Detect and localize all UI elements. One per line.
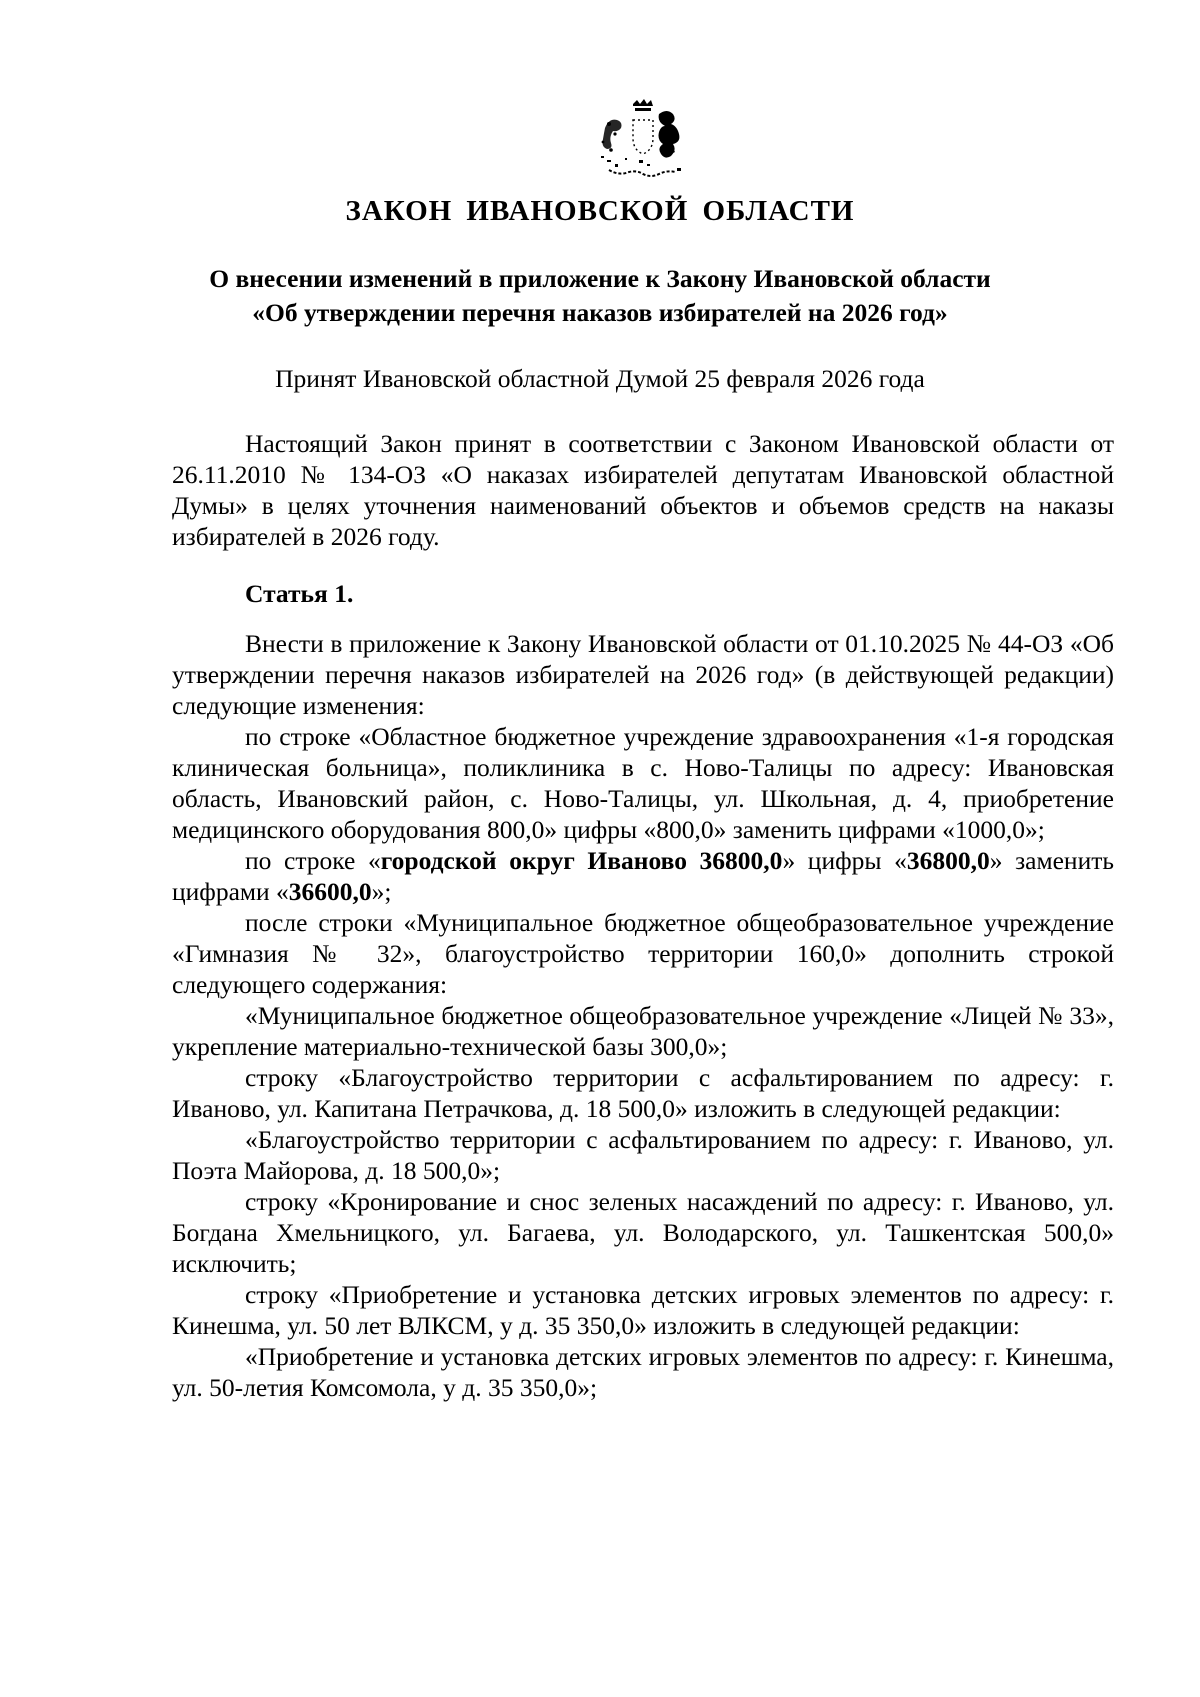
- item2-text-3: » заменить цифрами «: [172, 846, 1114, 906]
- item2-bold-2: 36800,0: [906, 846, 990, 875]
- item2-text-1: по строке «: [245, 846, 381, 875]
- amendment-item-6: строку «Приобретение и установка детских игровых элементов по адресу: г. Кинешма, ул. 50 лет ВЛКСМ, у д. 35 350,0» изложить в следующей редакции:: [172, 1280, 1114, 1340]
- amendment-item-4: строку «Благоустройство территории с асфальтированием по адресу: г. Иваново, ул. Капитана Петрачкова, д. 18 500,0» изложить в следующей редакции:: [172, 1063, 1114, 1123]
- preamble: [172, 428, 1114, 552]
- amendment-item-3: после строки «Муниципальное бюджетное общеобразовательное учреждение «Гимназия № 32», благоустройство территории 160,0» дополнить строкой следующего содержания:: [172, 908, 1114, 999]
- article-body: [172, 628, 1114, 1403]
- coat-of-arms-icon: [595, 98, 691, 184]
- amendment-item-4-new-text: «Благоустройство территории с асфальтированием по адресу: г. Иваново, ул. Поэта Майорова, д. 18 500,0»;: [172, 1125, 1114, 1185]
- law-title: ЗАКОН ИВАНОВСКОЙ ОБЛАСТИ: [345, 195, 855, 227]
- amendment-item-1: по строке «Областное бюджетное учреждение здравоохранения «1-я городская клиническая больница», поликлиника в с. Ново-Талицы по адресу: Ивановская область, Ивановский район, с. Ново-Талицы, ул. Школьная, д. 4, приобретение медицинского оборудования 800,0» цифры «800,0» заменить цифрами «1000,0»;: [172, 722, 1114, 844]
- article-heading: Статья 1.: [245, 579, 354, 608]
- amendment-item-6-new-text: «Приобретение и установка детских игровых элементов по адресу: г. Кинешма, ул. 50-летия Комсомола, у д. 35 350,0»;: [172, 1342, 1114, 1402]
- article-lead-paragraph: Внести в приложение к Закону Ивановской области от 01.10.2025 № 44-ОЗ «Об утверждении перечня наказов избирателей на 2026 год» (в действующей редакции) следующие изменения:: [172, 629, 1114, 720]
- law-subtitle: [150, 262, 1050, 330]
- amendment-item-3-new-text: «Муниципальное бюджетное общеобразовательное учреждение «Лицей № 33», укрепление материально-технической базы 300,0»;: [172, 1001, 1114, 1061]
- item2-bold-3: 36600,0: [288, 877, 372, 906]
- item2-text-4: »;: [371, 877, 392, 906]
- amendment-item-2: [172, 845, 1114, 907]
- preamble-paragraph: Настоящий Закон принят в соответствии с Законом Ивановской области от 26.11.2010 № 134-ОЗ «О наказах избирателей депутатам Ивановской областной Думы» в целях уточнения наименований объектов и объемов средств на наказы избирателей в 2026 году.: [172, 429, 1114, 551]
- amendment-item-5: строку «Кронирование и снос зеленых насаждений по адресу: г. Иваново, ул. Богдана Хмельницкого, ул. Багаева, ул. Володарского, ул. Ташкентская 500,0» исключить;: [172, 1187, 1114, 1278]
- item2-text-2: » цифры «: [782, 846, 907, 875]
- item2-bold-1: городской округ Иваново 36800,0: [380, 846, 783, 875]
- law-subtitle-line2: «Об утверждении перечня наказов избирателей на 2026 год»: [252, 298, 948, 327]
- law-subtitle-line1: О внесении изменений в приложение к Закону Ивановской области: [209, 264, 991, 293]
- adoption-statement: Принят Ивановской областной Думой 25 февраля 2026 года: [275, 364, 925, 393]
